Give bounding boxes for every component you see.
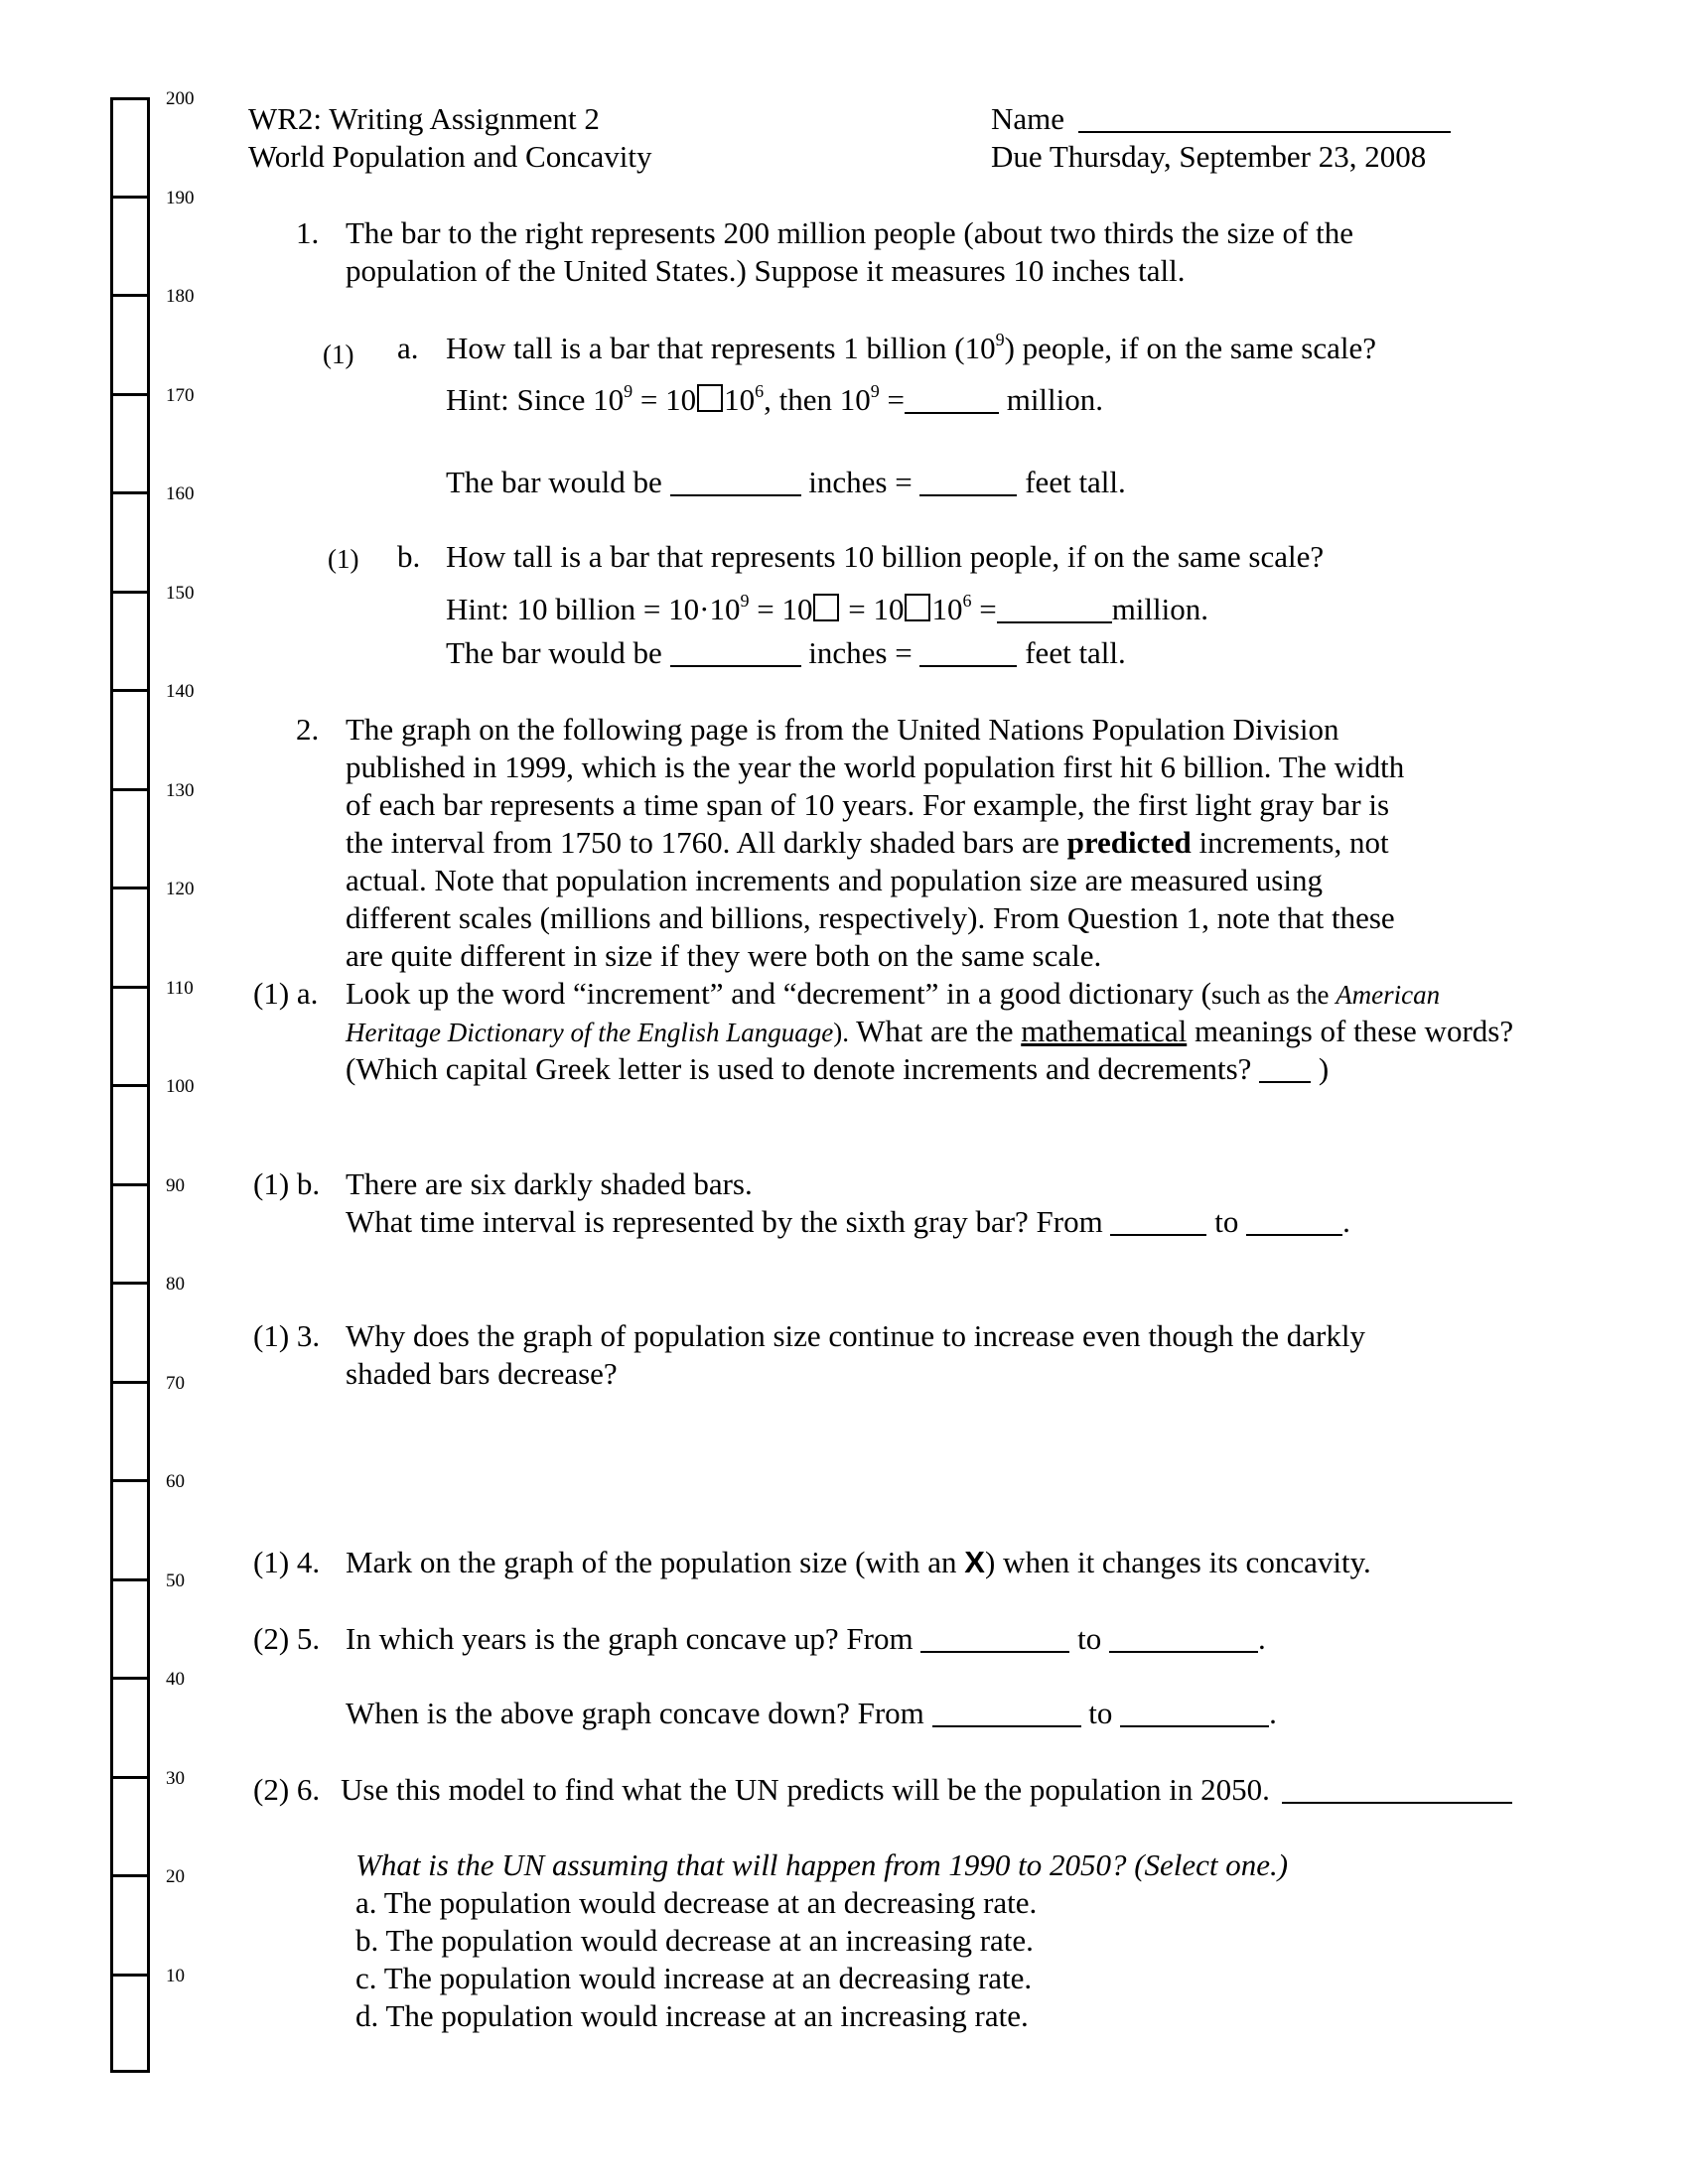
ruler-tick [111, 1084, 149, 1087]
q3-points: (1) 3. [253, 1318, 321, 1353]
ruler-label: 130 [166, 779, 195, 801]
ruler-label: 160 [166, 483, 195, 504]
q2b-points: (1) b. [253, 1166, 321, 1201]
ruler-tick [111, 1974, 149, 1977]
q1a-hint: Hint: Since $10^9 = 10$ $10^6$, then $10^9$ = million. [446, 381, 1104, 417]
q2a-line-3: (Which capital Greek letter is used to denote increments and decrements? ) [346, 1051, 1330, 1086]
name-label: Name [991, 101, 1065, 136]
million-blank[interactable] [997, 594, 1112, 623]
q1b-bar-answer: The bar would be inches = feet tall. [446, 635, 1126, 670]
q4-text: Mark on the graph of the population size (with an X) when it changes its concavity. [346, 1545, 1371, 1579]
q2-line-5: actual. Note that population increments and population size are measured using [346, 863, 1323, 897]
ruler-tick [111, 1776, 149, 1779]
ruler-label: 20 [166, 1866, 185, 1887]
q2-line-1: The graph on the following page is from the United Nations Population Division [346, 712, 1339, 747]
q2a-line-2: Heritage Dictionary of the English Language). What are the mathematical meanings of these words? [346, 1014, 1514, 1048]
ruler-tick [111, 1183, 149, 1186]
ruler-label: 50 [166, 1570, 185, 1591]
name-field[interactable] [991, 100, 1451, 138]
q1-line-2: population of the United States.) Suppose it measures 10 inches tall. [346, 253, 1186, 288]
concave-down-end-blank[interactable] [1120, 1698, 1269, 1727]
ruler-tick [111, 1479, 149, 1482]
q2-line-7: are quite different in size if they were both on the same scale. [346, 938, 1102, 973]
q6-option-b[interactable]: b. The population would decrease at an increasing rate. [355, 1923, 1034, 1958]
interval-end-blank[interactable] [1246, 1206, 1342, 1236]
population-2050-blank[interactable] [1282, 1774, 1512, 1804]
q6-option-a[interactable]: a. The population would decrease at an decreasing rate. [355, 1885, 1038, 1920]
ruler-tick [111, 196, 149, 199]
q1b-letter: b. [397, 539, 421, 574]
q6-points: (2) 6. [253, 1772, 321, 1807]
ruler-label: 70 [166, 1372, 185, 1394]
q6-prompt: What is the UN assuming that will happen from 1990 to 2050? (Select one.) [355, 1847, 1289, 1882]
ruler-label: 190 [166, 187, 195, 208]
ruler-tick [111, 1282, 149, 1285]
ruler-tick [111, 294, 149, 297]
q1-number: 1. [296, 215, 320, 250]
q5-line-1: In which years is the graph concave up? From to . [346, 1621, 1266, 1656]
q2b-line-1: There are six darkly shaded bars. [346, 1166, 753, 1201]
concave-down-start-blank[interactable] [932, 1698, 1081, 1727]
exponent-box[interactable] [813, 594, 839, 621]
ruler-tick [111, 393, 149, 396]
q1-line-1: The bar to the right represents 200 million people (about two thirds the size of the [346, 215, 1353, 250]
q2-line-6: different scales (millions and billions, respectively). From Question 1, note that these [346, 900, 1395, 935]
q5-line-2: When is the above graph concave down? From to . [346, 1696, 1277, 1730]
ruler-label: 60 [166, 1471, 185, 1492]
inches-blank[interactable] [670, 637, 801, 667]
greek-letter-blank[interactable] [1259, 1053, 1311, 1083]
q5-points: (2) 5. [253, 1621, 321, 1656]
q2-line-3: of each bar represents a time span of 10 years. For example, the first light gray bar is [346, 787, 1390, 822]
ruler-tick [111, 1677, 149, 1680]
million-blank[interactable] [905, 384, 999, 414]
exponent-box[interactable] [697, 384, 723, 412]
ruler-tick [111, 986, 149, 989]
ruler-tick [111, 788, 149, 791]
q6-line-1: Use this model to find what the UN predicts will be the population in 2050. [341, 1771, 1512, 1809]
q2a-line-1: Look up the word “increment” and “decrement” in a good dictionary (such as the American [346, 976, 1441, 1011]
ruler-label: 140 [166, 681, 195, 702]
interval-start-blank[interactable] [1110, 1206, 1206, 1236]
ruler-label: 200 [166, 88, 195, 109]
q2a-points: (1) a. [253, 976, 319, 1011]
ruler-tick [111, 1578, 149, 1581]
q1a-question: How tall is a bar that represents 1 billion $(10^9)$ people, if on the same scale? [446, 330, 1376, 365]
ruler-tick [111, 689, 149, 692]
q4-points: (1) 4. [253, 1545, 321, 1579]
q6-option-c[interactable]: c. The population would increase at an decreasing rate. [355, 1961, 1033, 1995]
q1a-bar-answer: The bar would be inches = feet tall. [446, 465, 1126, 499]
ruler-label: 40 [166, 1669, 185, 1690]
feet-blank[interactable] [919, 467, 1017, 496]
q3-line-1: Why does the graph of population size continue to increase even though the darkly [346, 1318, 1365, 1353]
assignment-topic: World Population and Concavity [248, 139, 652, 174]
q1b-question: How tall is a bar that represents 10 billion people, if on the same scale? [446, 539, 1325, 574]
ruler-tick [111, 591, 149, 594]
course-title: WR2: Writing Assignment 2 [248, 101, 600, 136]
concave-up-start-blank[interactable] [920, 1623, 1069, 1653]
ruler-label: 90 [166, 1174, 185, 1196]
ruler-label: 150 [166, 582, 195, 604]
ruler-label: 180 [166, 286, 195, 307]
q1b-hint: Hint: 10 billion = $10\cdot 10^9 = 10 = 10$ $10^6$ = million. [446, 591, 1209, 626]
ruler-label: 30 [166, 1767, 185, 1789]
exponent-box[interactable] [905, 594, 930, 621]
ruler-label: 80 [166, 1274, 185, 1295]
ruler-tick [111, 887, 149, 889]
inches-blank[interactable] [670, 467, 801, 496]
q2-line-2: published in 1999, which is the year the world population first hit 6 billion. The width [346, 750, 1405, 784]
concave-up-end-blank[interactable] [1109, 1623, 1258, 1653]
q1a-points: (1) [323, 340, 354, 369]
feet-blank[interactable] [919, 637, 1017, 667]
ruler-label: 100 [166, 1076, 195, 1097]
ruler-label: 10 [166, 1965, 185, 1986]
ruler-label: 110 [166, 977, 194, 999]
ruler-tick [111, 1874, 149, 1877]
q1a-letter: a. [397, 331, 419, 365]
ruler-tick [111, 1381, 149, 1384]
q2-line-4: the interval from 1750 to 1760. All darkly shaded bars are predicted increments, not [346, 825, 1389, 860]
ruler-label: 120 [166, 879, 195, 899]
q3-line-2: shaded bars decrease? [346, 1356, 618, 1391]
ruler-tick [111, 491, 149, 494]
due-date: Due Thursday, September 23, 2008 [991, 139, 1427, 174]
q6-option-d[interactable]: d. The population would increase at an increasing rate. [355, 1998, 1029, 2033]
q2b-line-2: What time interval is represented by the sixth gray bar? From to . [346, 1204, 1350, 1239]
q1b-points: (1) [328, 544, 359, 574]
name-blank[interactable] [1078, 103, 1451, 133]
q2-number: 2. [296, 712, 320, 747]
ruler-label: 170 [166, 384, 195, 406]
